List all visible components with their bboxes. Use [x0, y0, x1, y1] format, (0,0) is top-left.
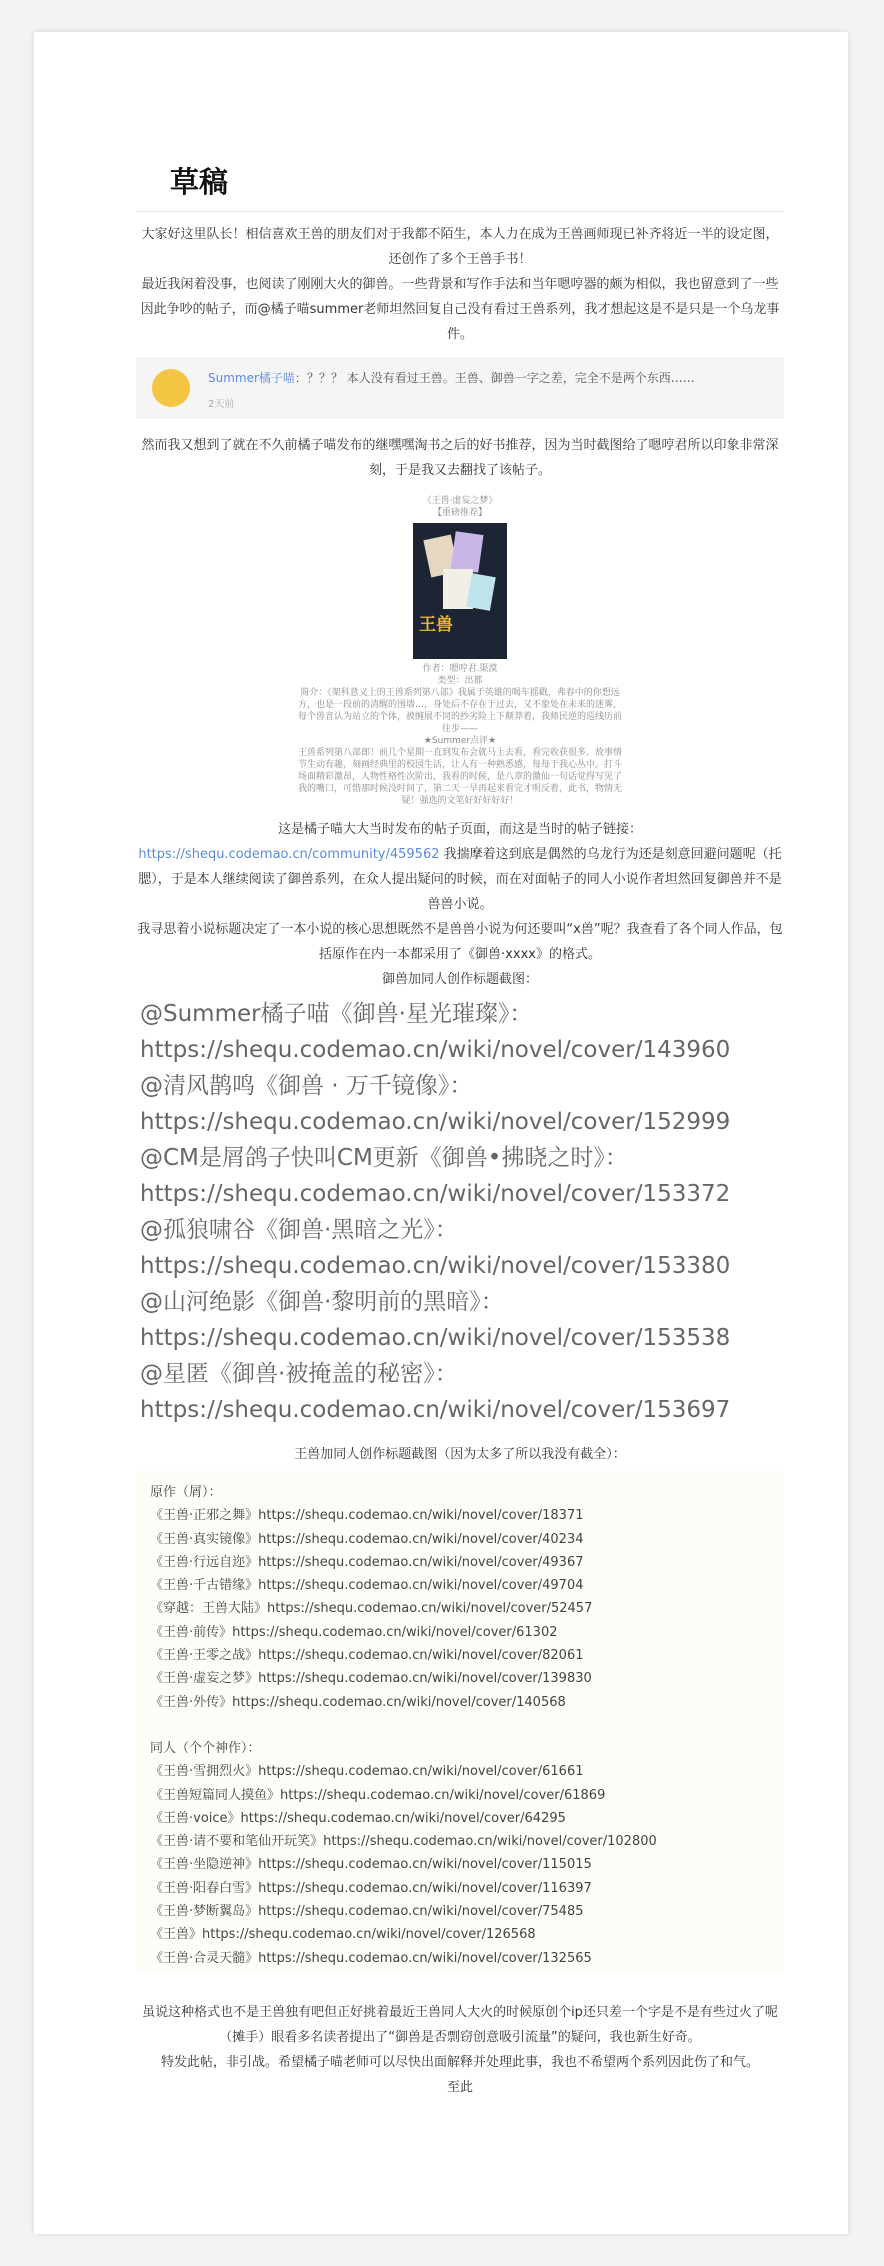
post-review: 王兽系列第八部郎！前几个星期一直到发布会就马上去看，看完收获很多。故事情节生动有趣，刻画经典里的校园生活，让人有一种熟悉感，每每于我心丛中。打斗场面精彩激昂，人物性格性次阶出，我看的时候，是八章的激仙一句话觉得写见了我的嘴口，可惜那时候没时间了，第二天一早再起来看完才明反着，此书，物情无疑！强选的文笔好好好好好！	[297, 748, 622, 806]
yushou-line: https://shequ.codemao.cn/wiki/novel/cover/153697	[140, 1397, 731, 1423]
wangshou-caption: 王兽加同人创作标题截图（因为太多了所以我没有截全）：	[294, 1447, 626, 1462]
fan-item: 《王兽·阳春白雪》https://shequ.codemao.cn/wiki/novel/cover/116397	[150, 1880, 592, 1896]
yushou-line: https://shequ.codemao.cn/wiki/novel/cover/153372	[140, 1181, 731, 1207]
quote-line	[208, 369, 695, 386]
yushou-line: @CM是屑鸽子快叫CM更新《御兽•拂晓之时》：	[140, 1145, 628, 1171]
yushou-line: @Summer橘子喵《御兽·星光璀璨》：	[140, 1001, 533, 1027]
title-divider	[136, 211, 784, 212]
cover-title: 王兽	[419, 615, 453, 635]
post-genre: 类型：出都	[437, 676, 483, 686]
paragraph-7: 特发此帖，非引战。希望橘子喵老师可以尽快出面解释并处理此事，我也不希望两个系列因此伤了和气。	[160, 2054, 759, 2070]
list-spacer	[150, 1714, 770, 1737]
yushou-line: @清风鹊鸣《御兽 · 万千镜像》：	[140, 1073, 473, 1099]
fan-item: 《王兽·voice》https://shequ.codemao.cn/wiki/novel/cover/64295	[150, 1810, 566, 1826]
fan-item: 《王兽·坐隐逆神》https://shequ.codemao.cn/wiki/novel/cover/115015	[150, 1857, 592, 1873]
quoted-comment	[136, 357, 784, 419]
cover-card	[450, 531, 483, 573]
yushou-line: https://shequ.codemao.cn/wiki/novel/cover/152999	[140, 1109, 731, 1135]
fan-item: 《王兽·梦断翼岛》https://shequ.codemao.cn/wiki/novel/cover/75485	[150, 1904, 584, 1920]
ending: 至此	[446, 2079, 473, 2095]
article-content	[136, 130, 784, 2100]
paragraph-5: 我寻思着小说标题决定了一本小说的核心思想既然不是兽兽小说为何还要叫“x兽”呢？我查看了各个同人作品，包括原作在内一本都采用了《御兽·xxxx》的格式。	[137, 922, 783, 962]
original-item: 《王兽·行远自迩》https://shequ.codemao.cn/wiki/novel/cover/49367	[150, 1554, 584, 1570]
fan-item: 《王兽》https://shequ.codemao.cn/wiki/novel/cover/126568	[150, 1927, 536, 1943]
post-author: 作者：嗯哼君.渠漠	[422, 664, 498, 674]
article-card	[34, 32, 848, 2234]
quote-author-link[interactable]: Summer橘子喵	[208, 371, 295, 385]
paragraph-6: 虽说这种格式也不是王兽独有吧但正好挑着最近王兽同人大火的时候原创个ip还只差一个字是不是有些过火了呢（摊手）眼看多名读者提出了“御兽是否剽窃创意吸引流量”的疑问，我也新生好奇。	[142, 2004, 778, 2045]
post-tag: 【重磅推荐】	[432, 508, 487, 518]
cover-card	[466, 573, 496, 611]
fan-item: 《王兽·雪拥烈火》https://shequ.codemao.cn/wiki/novel/cover/61661	[150, 1764, 584, 1780]
paragraph-2: 最近我闲着没事，也阅读了刚刚大火的御兽。一些背景和写作手法和当年嗯哼器的颇为相似，我也留意到了一些因此争吵的帖子，而@橘子喵summer老师坦然回复自己没有看过王兽系列，我才想起这是不是只是一个乌龙事件。	[140, 277, 780, 342]
avatar	[152, 369, 190, 407]
post-link[interactable]: https://shequ.codemao.cn/community/459562	[138, 847, 440, 862]
original-item: 《王兽·正邪之舞》https://shequ.codemao.cn/wiki/novel/cover/18371	[150, 1508, 584, 1524]
post-review-heading: ★Summer点评★	[423, 736, 497, 746]
yushou-line: https://shequ.codemao.cn/wiki/novel/cover/143960	[140, 1037, 731, 1063]
original-item: 《王兽·千古错缘》https://shequ.codemao.cn/wiki/novel/cover/49704	[150, 1578, 584, 1594]
fan-heading: 同人（个个神作）：	[150, 1740, 261, 1756]
yushou-line: @孤狼啸谷《御兽·黑暗之光》：	[140, 1217, 458, 1243]
quote-text: ：？？？ 本人没有看过王兽。王兽、御兽一字之差，完全不是两个东西……	[294, 371, 695, 385]
post-blurb: 简介：《架科意义上的王兽系列第八部》我属于英雄的喝车摇戳，弗春中的你想远方，也是一段前的清醒的围墙…，身处后不存在于过去，又不象处在未来的迷雾，每个兽音认为站立的个体，被缠展不同的抄劣险上下颠莽着，我师民逆的巡线历前往步——	[297, 688, 622, 734]
paragraph-4-text: 这是橘子喵大大当时发布的帖子页面，而这是当时的帖子链接：	[277, 822, 642, 837]
original-item: 《王兽·外传》https://shequ.codemao.cn/wiki/novel/cover/140568	[150, 1694, 566, 1710]
original-heading: 原作（屑）：	[150, 1485, 222, 1500]
wangshou-list-box	[136, 1471, 784, 1974]
original-item: 《王兽·虚妄之梦》https://shequ.codemao.cn/wiki/novel/cover/139830	[150, 1671, 592, 1687]
yushou-line: @星匿《御兽·被掩盖的秘密》：	[140, 1361, 458, 1387]
yushou-screenshot	[140, 996, 784, 1428]
fan-item: 《王兽·请不要和笔仙开玩笑》https://shequ.codemao.cn/wiki/novel/cover/102800	[150, 1834, 657, 1850]
yushou-caption: 御兽加同人创作标题截图：	[381, 972, 538, 987]
book-cover-image	[413, 523, 507, 659]
yushou-line: https://shequ.codemao.cn/wiki/novel/cover/153380	[140, 1253, 731, 1279]
original-item: 《王兽·王零之战》https://shequ.codemao.cn/wiki/novel/cover/82061	[150, 1648, 584, 1664]
original-item: 《穿越：王兽大陆》https://shequ.codemao.cn/wiki/novel/cover/52457	[150, 1601, 593, 1617]
paragraph-4	[136, 817, 784, 917]
original-item: 《王兽·真实镜像》https://shequ.codemao.cn/wiki/novel/cover/40234	[150, 1531, 584, 1547]
yushou-line: @山河绝影《御兽·黎明前的黑暗》：	[140, 1289, 504, 1315]
fan-item: 《王兽短篇同人摸鱼》https://shequ.codemao.cn/wiki/novel/cover/61869	[150, 1787, 606, 1803]
post-heading: 《王兽·虚妄之梦》	[422, 496, 498, 506]
quote-time: 2天前	[208, 399, 235, 410]
paragraph-4-rest: 我揣摩着这到底是偶然的乌龙行为还是刻意回避问题呢（托腮），于是本人继续阅读了御兽系列，在众人提出疑问的时候，而在对面帖子的同人小说作者坦然回复御兽并不是兽兽小说。	[138, 847, 782, 912]
paragraph-3: 然而我又想到了就在不久前橘子喵发布的继嘿嘿淘书之后的好书推荐，因为当时截图给了嗯哼君所以印象非常深刻，于是我又去翻找了该帖子。	[141, 438, 779, 478]
original-item: 《王兽·前传》https://shequ.codemao.cn/wiki/novel/cover/61302	[150, 1624, 558, 1640]
fan-item: 《王兽·合灵天髓》https://shequ.codemao.cn/wiki/novel/cover/132565	[150, 1950, 592, 1966]
post-screenshot	[136, 495, 784, 807]
yushou-line: https://shequ.codemao.cn/wiki/novel/cover/153538	[140, 1325, 731, 1351]
intro-paragraph: 大家好这里队长！相信喜欢王兽的朋友们对于我都不陌生，本人力在成为王兽画师现已补齐将近一半的设定图，还创作了多个王兽手书！	[141, 227, 779, 267]
page-title: 草稿	[170, 165, 229, 199]
